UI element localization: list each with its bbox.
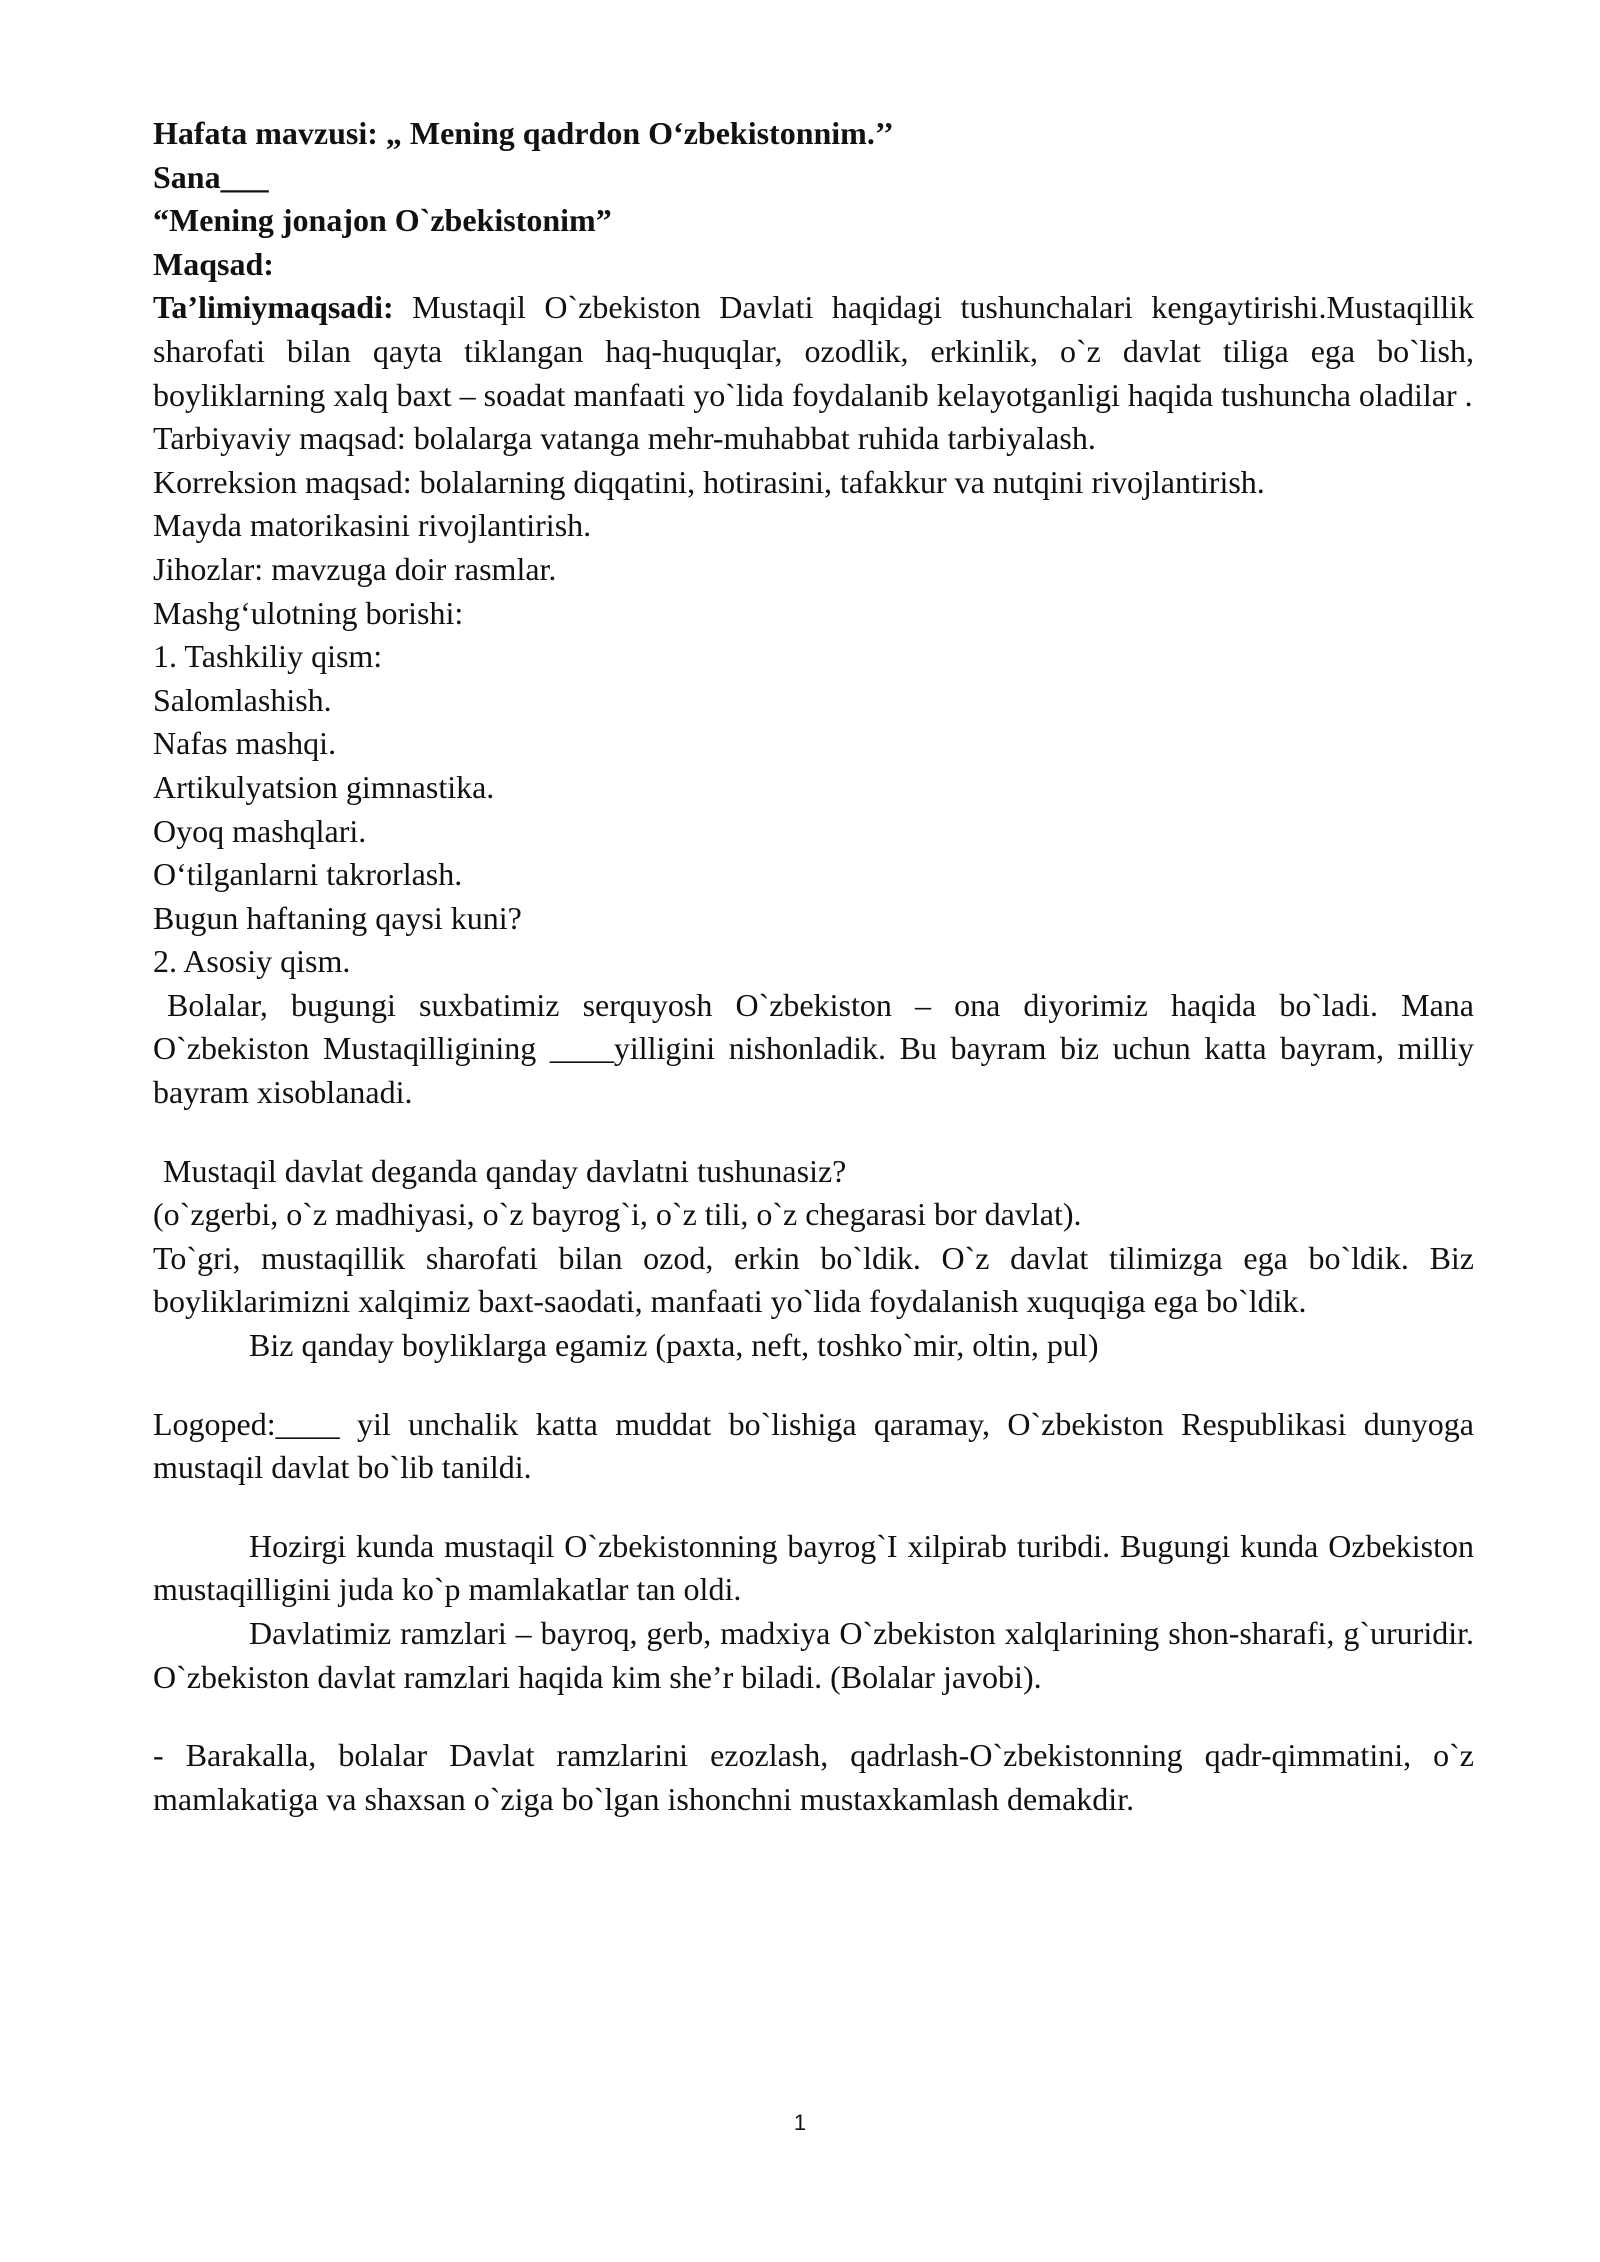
educational-goal-text: Mustaqil O`zbekiston Davlati haqidagi tushunchalari kengaytirishi.Mustaqillik sharofati bilan qayta tiklangan haq-huquqlar, ozodlik, erkinlik, o`z davlat tiliga ega bo`lish, boyliklarning xalq baxt – soadat manfaati yo`lida foydalanib kelayotganligi haqida tushuncha oladilar . — [153, 289, 1474, 413]
educational-goal-label: Ta’limiymaqsadi: — [153, 289, 394, 326]
paragraph-spacer — [153, 1368, 1474, 1403]
main-part-paragraph-2: To`gri, mustaqillik sharofati bilan ozod, erkin bo`ldik. O`z davlat tilimizga ega bo`ldik. Biz boyliklarimizni xalqimiz baxt-saodati, manfaati yo`lida foydalanish xuquqiga ega bo`ldik. — [153, 1239, 1474, 1320]
date-field: Sana___ — [153, 158, 269, 195]
educational-goal-paragraph — [153, 286, 1474, 417]
list-item: Bugun haftaning qaysi kuni? — [153, 899, 522, 936]
symbols-paragraph: Davlatimiz ramzlari – bayroq, gerb, madxiya O`zbekiston xalqlarining shon-sharafi, g`ururidir. O`zbekiston davlat ramzlari haqida kim she’r biladi. (Bolalar javobi). — [153, 1615, 1474, 1695]
main-part-heading: 2. Asosiy qism. — [153, 943, 351, 980]
riches-line: Biz qanday boyliklarga egamiz (paxta, neft, toshko`mir, oltin, pul) — [249, 1327, 1099, 1364]
procedure-heading: Mashg‘ulotning borishi: — [153, 594, 464, 631]
list-item: Nafas mashqi. — [153, 725, 337, 762]
lesson-title: “Mening jonajon O`zbekistonim” — [153, 202, 612, 239]
main-part-paragraph-1: Bolalar, bugungi suxbatimiz serquyosh O`zbekiston – ona diyorimiz haqida bo`ladi. Mana O`zbekiston Mustaqilligining ____yilligini nishonladik. Bu bayram biz uchun katta bayram, milliy bayram xisoblanadi. — [153, 986, 1474, 1111]
correction-goal-continued: Mayda matorikasini rivojlantirish. — [153, 507, 592, 544]
list-item: Artikulyatsion gimnastika. — [153, 768, 495, 805]
upbringing-goal: Tarbiyaviy maqsad: bolalarga vatanga mehr-muhabbat ruhida tarbiyalash. — [153, 420, 1096, 457]
answer-line: (o`zgerbi, o`z madhiyasi, o`z bayrog`i, o`z tili, o`z chegarasi bor davlat). — [153, 1196, 1082, 1233]
question-line: Mustaqil davlat deganda qanday davlatni tushunasiz? — [163, 1152, 847, 1189]
logoped-paragraph: Logoped:____ yil unchalik katta muddat bo`lishiga qaramay, O`zbekiston Respublikasi dunyoga mustaqil davlat bo`lib tanildi. — [153, 1405, 1474, 1486]
page-number: 1 — [793, 2110, 807, 2135]
equipment-line: Jihozlar: mavzuga doir rasmlar. — [153, 550, 557, 587]
document-page — [153, 112, 1474, 1821]
flag-paragraph: Hozirgi kunda mustaqil O`zbekistonning bayrog`I xilpirab turibdi. Bugungi kunda Ozbekiston mustaqilligini juda ko`p mamlakatlar tan oldi. — [153, 1527, 1474, 1608]
list-item: Oyoq mashqlari. — [153, 812, 367, 849]
week-theme-heading: Hafata mavzusi: „ Mening qadrdon O‘zbekistonnim.’’ — [153, 115, 894, 151]
organizational-heading: 1. Tashkiliy qism: — [153, 638, 383, 675]
list-item: Salomlashish. — [153, 681, 332, 718]
paragraph-spacer — [153, 1115, 1474, 1150]
paragraph-spacer — [153, 1490, 1474, 1525]
closing-paragraph: - Barakalla, bolalar Davlat ramzlarini ezozlash, qadrlash-O`zbekistonning qadr-qimmatini, o`z mamlakatiga va shaxsan o`ziga bo`lgan ishonchni mustaxkamlash demakdir. — [153, 1737, 1474, 1817]
correction-goal: Korreksion maqsad: bolalarning diqqatini, hotirasini, tafakkur va nutqini rivojlantirish. — [153, 463, 1265, 500]
list-item: O‘tilganlarni takrorlash. — [153, 856, 463, 893]
goal-heading: Maqsad: — [153, 245, 274, 282]
paragraph-spacer — [153, 1699, 1474, 1734]
